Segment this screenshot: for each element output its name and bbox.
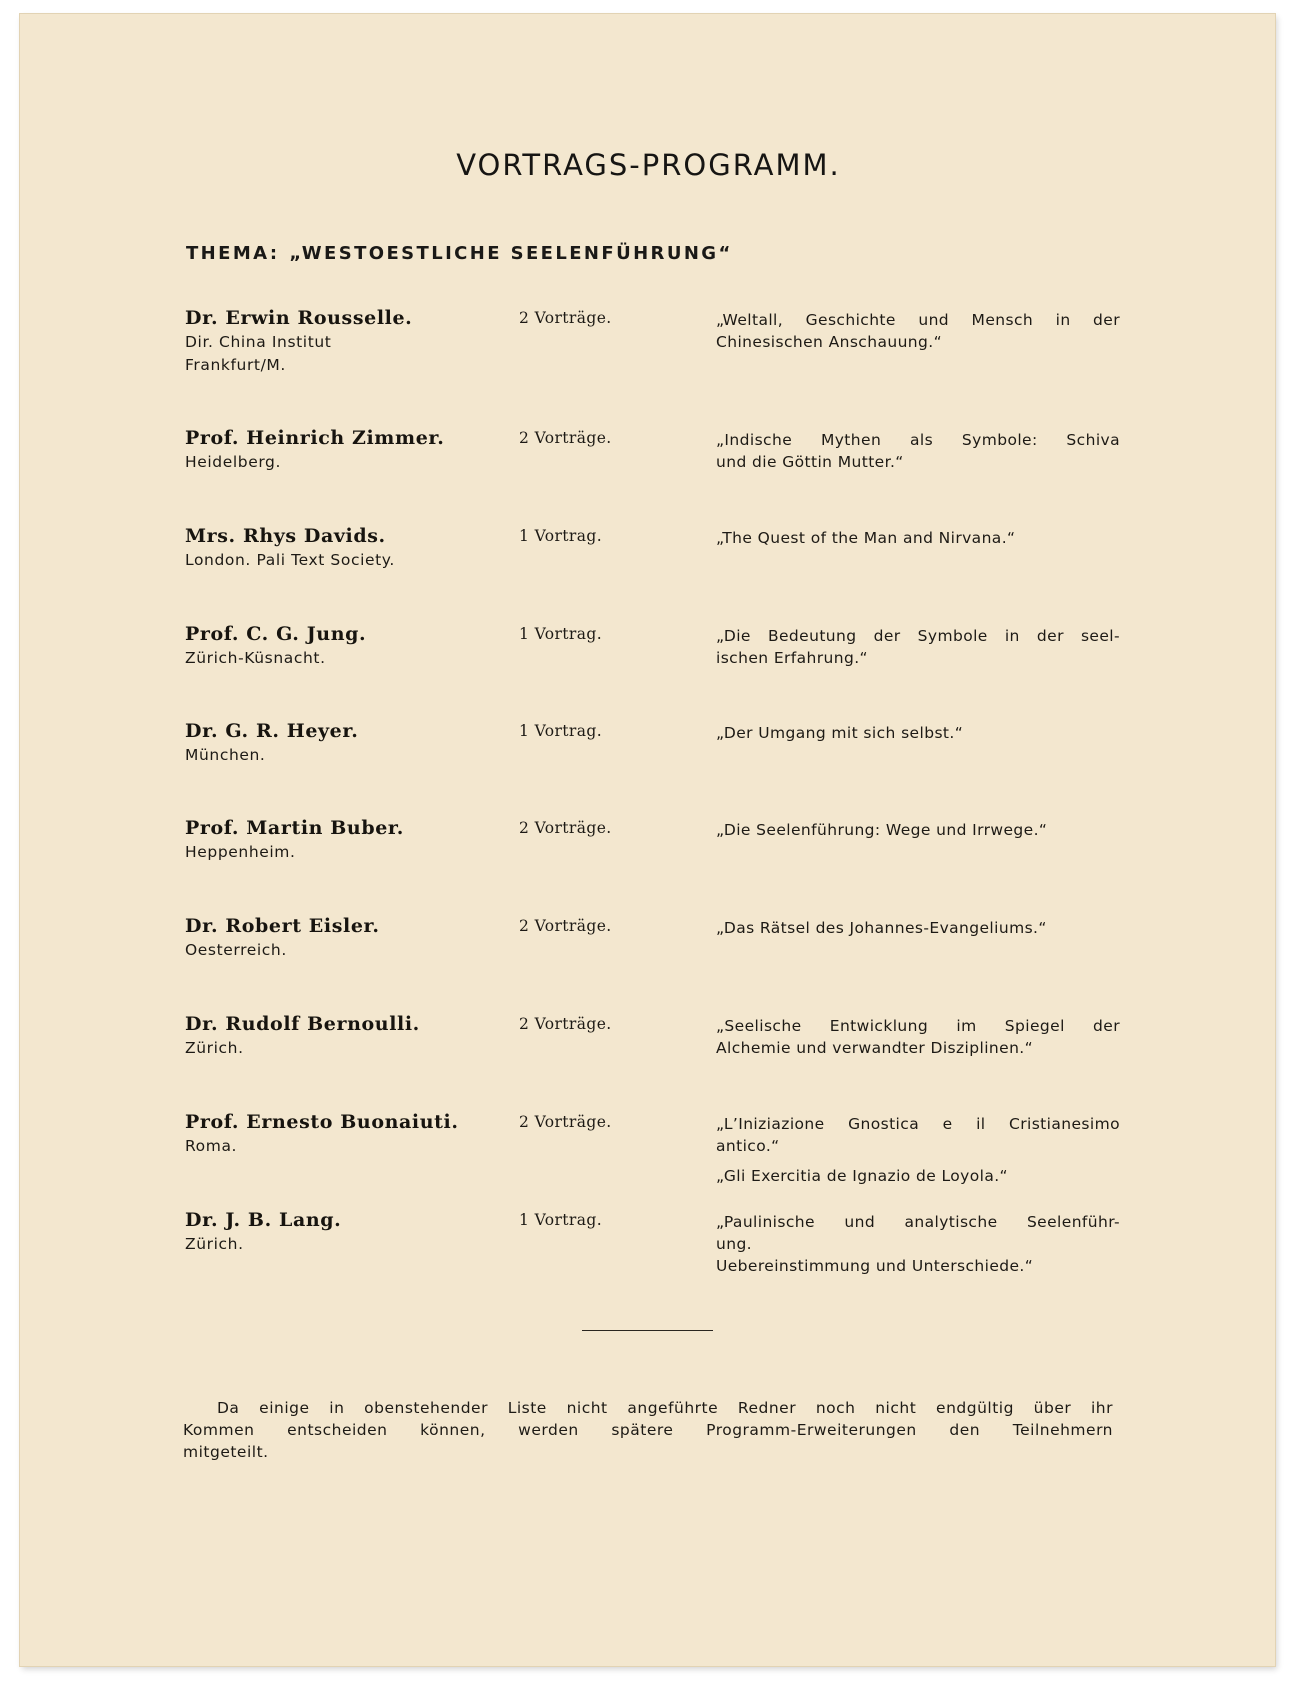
speaker-name: Dr. J. B. Lang. (185, 1209, 342, 1231)
footnote-line: Da einige in obenstehender Liste nicht angeführte Redner noch nicht endgültig über ihr (217, 1399, 1113, 1417)
speaker-affiliation: Dir. China Institut (185, 333, 332, 351)
lecture-topic (716, 722, 1120, 744)
speaker-affiliation: London. Pali Text Society. (185, 551, 395, 569)
speaker-name: Dr. G. R. Heyer. (185, 720, 359, 742)
lecture-count: 2 Vorträge. (519, 1113, 612, 1131)
document-title: VORTRAGS-PROGRAMM. (456, 148, 841, 182)
lecture-topic (716, 309, 1120, 353)
footnote (183, 1397, 1113, 1463)
speaker-affiliation: Heppenheim. (185, 843, 296, 861)
lecture-count: 1 Vortrag. (519, 527, 603, 545)
topic-line: „Der Umgang mit sich selbst.“ (716, 724, 964, 742)
speaker-name: Prof. C. G. Jung. (185, 623, 367, 645)
theme-label: THEMA: (186, 243, 280, 264)
lecture-topic (716, 1015, 1120, 1059)
speaker-name: Dr. Rudolf Bernoulli. (185, 1013, 420, 1035)
theme-value: „WESTOESTLICHE SEELENFÜHRUNG“ (289, 243, 733, 264)
speaker (185, 426, 485, 474)
topic-line: ung. (716, 1235, 753, 1253)
speaker-affiliation: Zürich. (185, 1235, 244, 1253)
speaker (185, 524, 485, 572)
topic-line: Alchemie und verwandter Disziplinen.“ (716, 1039, 1034, 1057)
speaker-affiliation: Roma. (185, 1137, 238, 1155)
topic-line: „Die Bedeutung der Symbole in der seel- (716, 627, 1120, 645)
speaker-affiliation: Zürich-Küsnacht. (185, 649, 326, 667)
speaker (185, 622, 485, 670)
lecture-topic (716, 625, 1120, 669)
lecture-count: 1 Vortrag. (519, 1211, 603, 1229)
speaker-name: Prof. Martin Buber. (185, 817, 404, 839)
speaker-affiliation: Oesterreich. (185, 941, 287, 959)
speaker-name: Prof. Ernesto Buonaiuti. (185, 1111, 459, 1133)
speaker (185, 719, 485, 767)
speaker (185, 914, 485, 962)
lecture-topic (716, 1113, 1120, 1187)
lecture-count: 1 Vortrag. (519, 625, 603, 643)
lecture-count: 2 Vorträge. (519, 1015, 612, 1033)
lecture-topic (716, 819, 1120, 841)
speaker-affiliation: Zürich. (185, 1039, 244, 1057)
lecture-topic (716, 429, 1120, 473)
topic-line: „L’Iniziazione Gnostica e il Cristianesimo (716, 1115, 1120, 1133)
topic-line: Chinesischen Anschauung.“ (716, 333, 943, 351)
speaker-name: Dr. Robert Eisler. (185, 915, 380, 937)
theme-line (186, 243, 733, 264)
speaker (185, 1208, 485, 1256)
speaker-name: Mrs. Rhys Davids. (185, 525, 386, 547)
topic-line: „The Quest of the Man and Nirvana.“ (716, 529, 1016, 547)
topic-line: antico.“ (716, 1137, 780, 1155)
topic-line: und die Göttin Mutter.“ (716, 453, 904, 471)
speaker-affiliation: Heidelberg. (185, 453, 282, 471)
speaker (185, 816, 485, 864)
speaker (185, 306, 485, 377)
topic-line: „Indische Mythen als Symbole: Schiva (716, 431, 1120, 449)
lecture-topic (716, 917, 1120, 939)
topic-line: „Seelische Entwicklung im Spiegel der (716, 1017, 1120, 1035)
topic-line: „Paulinische und analytische Seelenführ- (716, 1213, 1120, 1231)
topic-line: „Gli Exercitia de Ignazio de Loyola.“ (716, 1167, 1008, 1185)
speaker-name: Prof. Heinrich Zimmer. (185, 427, 445, 449)
section-divider (582, 1330, 713, 1331)
lecture-topic (716, 1211, 1120, 1277)
speaker-affiliation: München. (185, 746, 266, 764)
speaker-name: Dr. Erwin Rousselle. (185, 307, 413, 329)
lecture-count: 2 Vorträge. (519, 917, 612, 935)
lecture-count: 1 Vortrag. (519, 722, 603, 740)
topic-line: „Die Seelenführung: Wege und Irrwege.“ (716, 821, 1048, 839)
speaker-affiliation: Frankfurt/M. (185, 356, 286, 374)
lecture-topic (716, 527, 1120, 549)
topic-line: ischen Erfahrung.“ (716, 649, 868, 667)
speaker (185, 1110, 485, 1158)
topic-line: „Das Rätsel des Johannes-Evangeliums.“ (716, 919, 1047, 937)
speaker (185, 1012, 485, 1060)
footnote-line: Kommen entscheiden können, werden spätere Programm-Erweiterungen den Teilnehmern (183, 1421, 1113, 1439)
topic-line: „Weltall, Geschichte und Mensch in der (716, 311, 1120, 329)
lecture-count: 2 Vorträge. (519, 309, 612, 327)
lecture-count: 2 Vorträge. (519, 819, 612, 837)
footnote-line: mitgeteilt. (183, 1443, 269, 1461)
topic-line: Uebereinstimmung und Unterschiede.“ (716, 1257, 1034, 1275)
lecture-count: 2 Vorträge. (519, 429, 612, 447)
